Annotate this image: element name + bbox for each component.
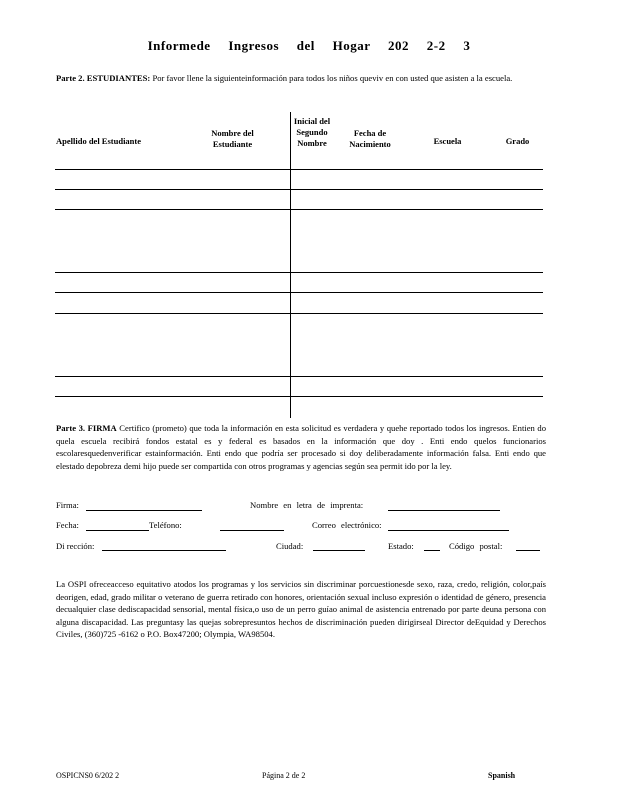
nombre-imprenta-field[interactable]	[388, 510, 500, 511]
page-title: Informede Ingresos del Hogar 202 2-2 3	[147, 38, 471, 53]
ospi-nondiscrimination-statement: La OSPI ofreceacceso equitativo atodos los programas y los servicios sin discriminar porcuestionesde sexo, raza, credo, religión, color,país deorigen, edad, grado militar o veterano de guerra retirado con honores, orientación sexual incluso expresión o identidad de género, presencia decualquier clase dediscapacidad sensorial, mental física,o uso de un perro guíao animal de asistencia entrenado por parte deuna persona con alguna discapacidad. Las preguntasy las quejas sobrepresuntos hechos de discriminación pueden dirigirseal Director deEquidad y Derechos Civiles, (360)725 -6162 o P.O. Box47200; Olympia, WA98504.	[56, 579, 546, 639]
correo-label: Correo electrónico:	[312, 520, 382, 530]
nombre-imprenta-label: Nombre en letra de imprenta:	[250, 500, 364, 510]
table-divider	[290, 112, 291, 418]
direccion-field[interactable]	[102, 550, 226, 551]
codigo-postal-field[interactable]	[516, 550, 540, 551]
col-header-fecha: Fecha de Nacimiento	[349, 128, 391, 149]
col-header-grado: Grado	[505, 136, 530, 146]
ciudad-label: Ciudad:	[276, 541, 304, 551]
part3-certification	[56, 422, 546, 472]
table-row-line	[55, 376, 543, 377]
fecha-label: Fecha:	[56, 520, 79, 530]
col-header-nombre: Nombre del Estudiante	[211, 128, 254, 149]
footer-form-id: OSPICNS0 6/202 2	[56, 771, 120, 780]
correo-field[interactable]	[388, 530, 509, 531]
part2-heading: Parte 2. ESTUDIANTES:	[56, 73, 151, 83]
estado-label: Estado:	[388, 541, 414, 551]
table-row-line	[55, 272, 543, 273]
fecha-field[interactable]	[86, 530, 149, 531]
firma-field[interactable]	[86, 510, 202, 511]
telefono-label: Teléfono:	[149, 520, 182, 530]
codigo-postal-label: Código postal:	[449, 541, 503, 551]
col-header-escuela: Escuela	[433, 136, 462, 146]
part3-heading: Parte 3. FIRMA	[56, 423, 117, 433]
part2-text: Por favor llene la siguienteinformación para todos los niños queviv en con usted que asisten a la escuela.	[150, 73, 513, 83]
footer-language: Spanish	[488, 771, 516, 780]
table-row-line	[55, 313, 543, 314]
col-header-apellido: Apellido del Estudiante	[56, 136, 142, 146]
telefono-field[interactable]	[220, 530, 284, 531]
footer-page-number: Página 2 de 2	[262, 771, 306, 780]
table-row-line	[55, 169, 543, 170]
table-row-line	[55, 189, 543, 190]
firma-label: Firma:	[56, 500, 79, 510]
table-row-line	[55, 292, 543, 293]
ciudad-field[interactable]	[313, 550, 365, 551]
table-row-line	[55, 396, 543, 397]
table-row-line	[55, 209, 543, 210]
part2-instructions	[56, 72, 546, 85]
col-header-inicial: Inicial del Segundo Nombre	[293, 116, 331, 148]
direccion-label: Di rección:	[56, 541, 95, 551]
part3-text: Certifico (prometo) que toda la información en esta solicitud es verdadera y quehe reportado todos los ingresos. Entien do quela escuela recibirá fondos estatal es y federal es basados en la información que doy . Enti endo quelos funcionarios escolaresquedenverificar estainformación. Enti endo que podría ser procesado si doy deliberadamente información falsa. Enti endo que elestado depobreza demi hijo puede ser compartida con otros programas y agencias según sea permit ido por la ley.	[56, 423, 546, 471]
estado-field[interactable]	[424, 550, 440, 551]
